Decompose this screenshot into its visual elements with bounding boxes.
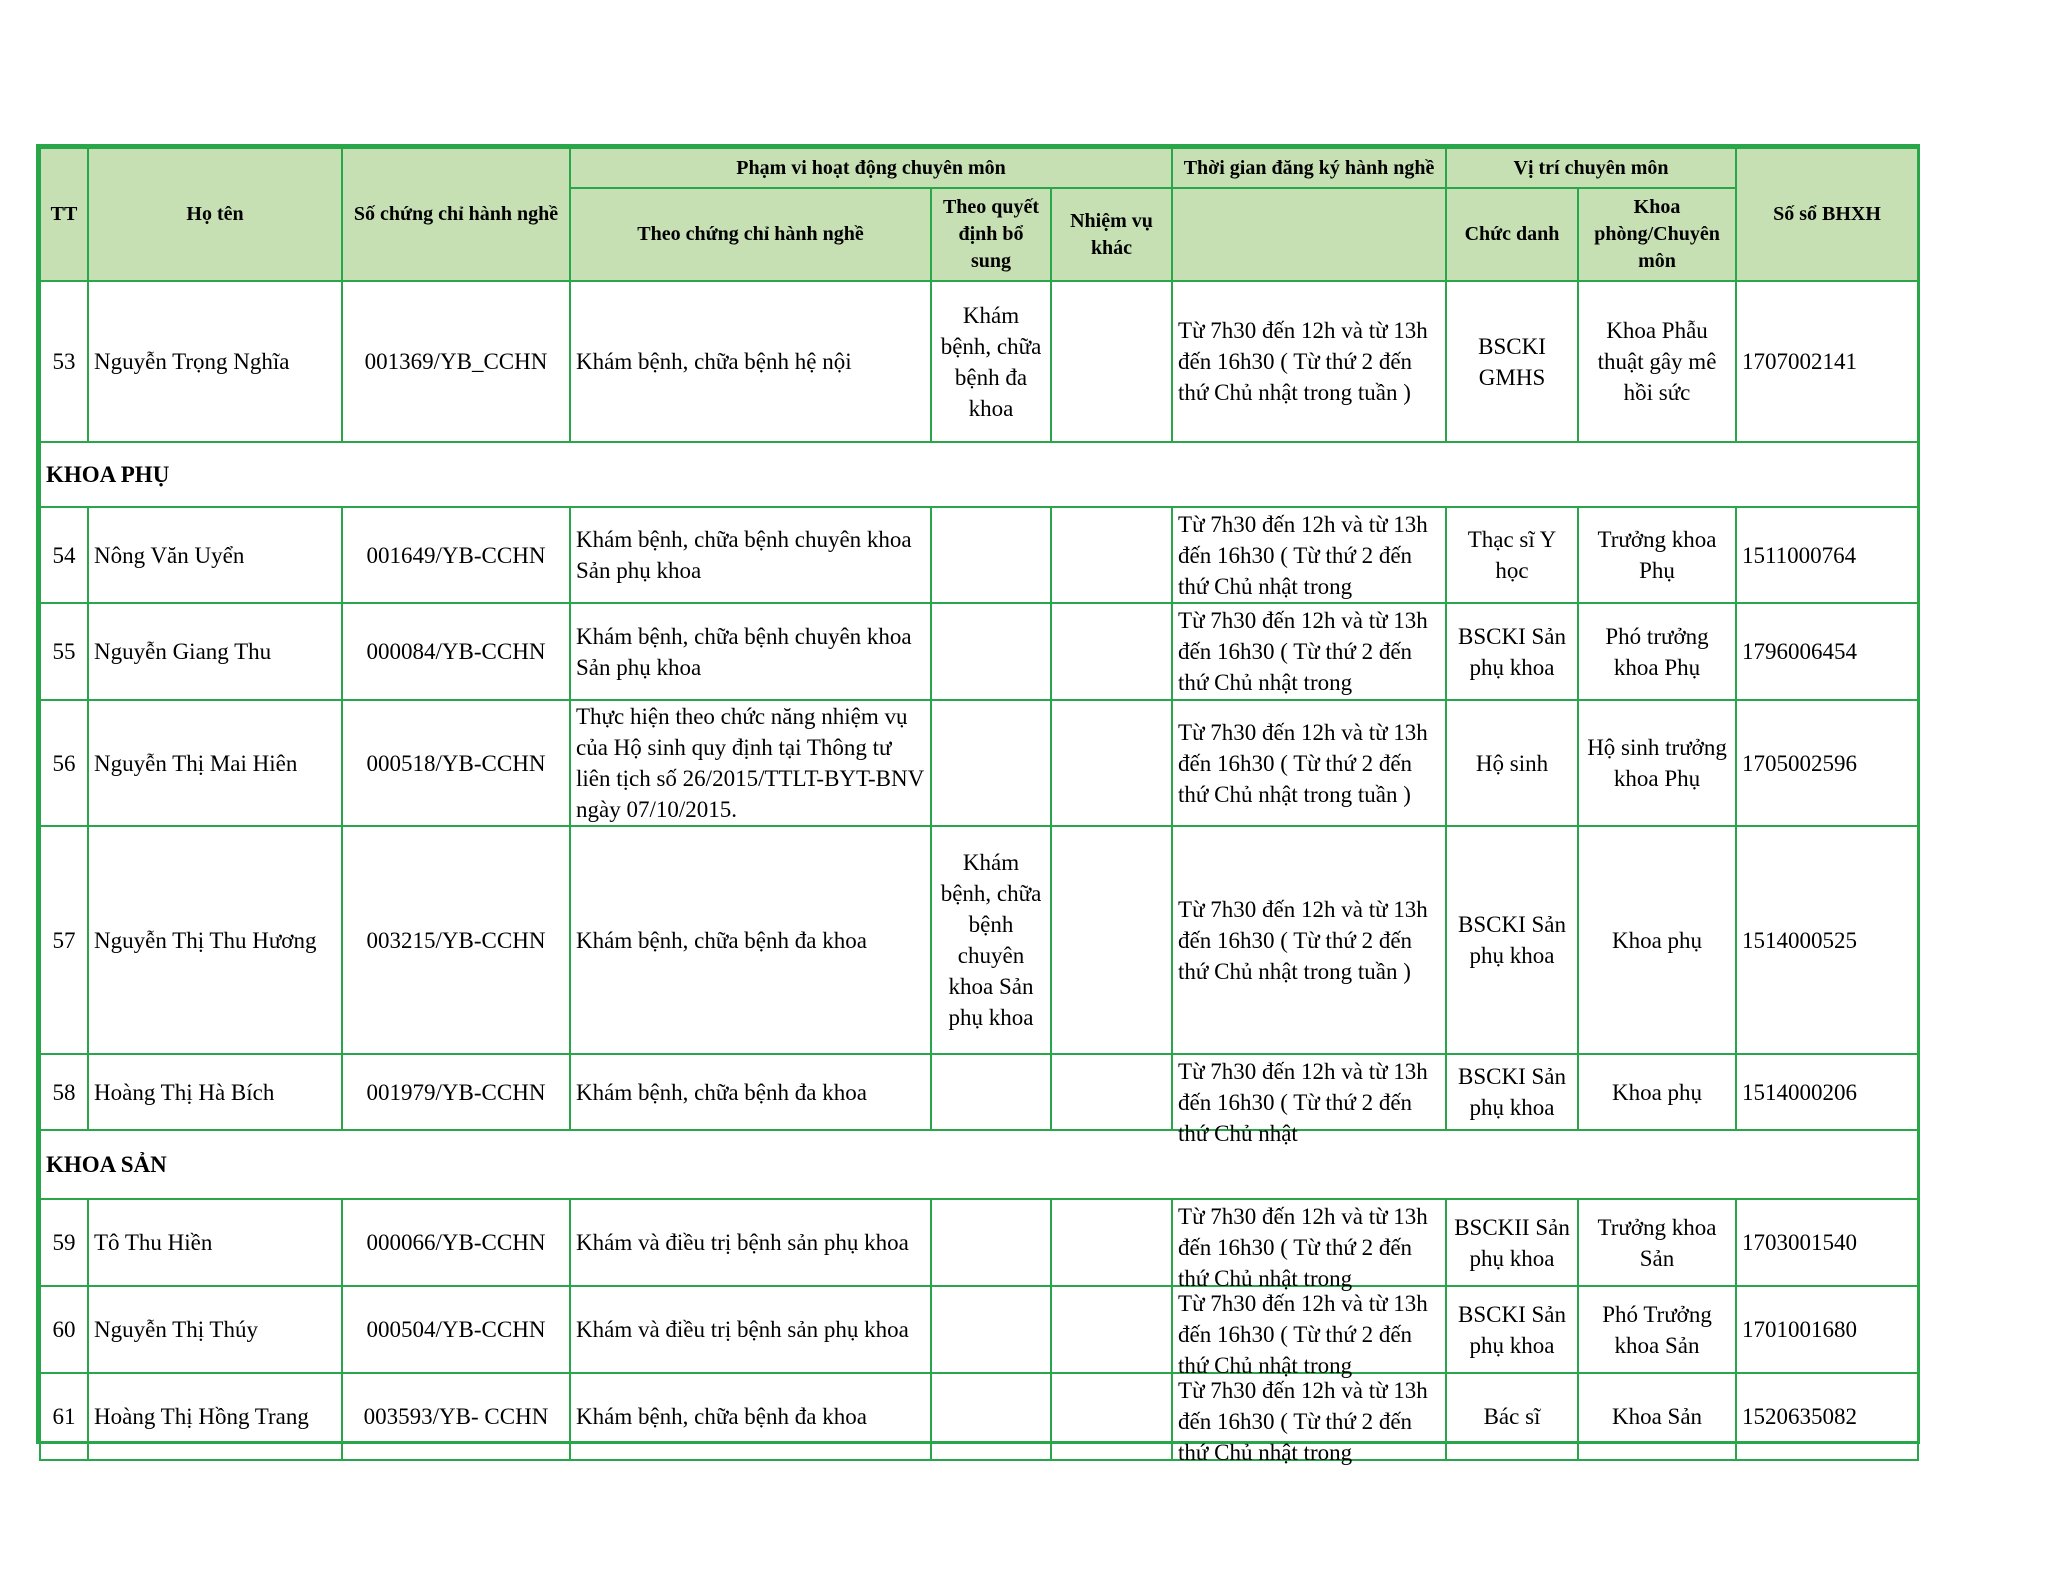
cell-decision [931, 1286, 1051, 1373]
cell-other [1051, 1286, 1172, 1373]
header-scope-decision: Theo quyết định bổ sung [931, 188, 1051, 281]
cell-tt: 57 [40, 826, 88, 1054]
cell-other [1051, 281, 1172, 442]
cell-name: Hoàng Thị Hồng Trang [88, 1373, 342, 1460]
cell-cchn: 001369/YB_CCHN [342, 281, 570, 442]
cell-bhxh: 1701001680 [1736, 1286, 1918, 1373]
cell-time: Từ 7h30 đến 12h và từ 13h đến 16h30 ( Từ thứ 2 đến thứ Chủ nhật trong [1178, 511, 1428, 599]
cell-time: Từ 7h30 đến 12h và từ 13h đến 16h30 ( Từ thứ 2 đến thứ Chủ nhật trong tuần ) [1172, 281, 1446, 442]
header-scope-group: Phạm vi hoạt động chuyên môn [570, 148, 1172, 188]
cell-department: Phó Trưởng khoa Sản [1578, 1286, 1736, 1373]
cell-scope: Khám bệnh, chữa bệnh chuyên khoa Sản phụ khoa [570, 507, 931, 603]
cell-decision [931, 603, 1051, 700]
table-row [40, 507, 1918, 603]
table-row [40, 281, 1918, 442]
header-title: Chức danh [1446, 188, 1578, 281]
header-name: Họ tên [88, 148, 342, 281]
cell-bhxh: 1796006454 [1736, 603, 1918, 700]
cell-title: BSCKI Sản phụ khoa [1446, 826, 1578, 1054]
table-row [40, 1054, 1918, 1130]
cell-tt: 55 [40, 603, 88, 700]
section-title-khoa-phu: KHOA PHỤ [40, 442, 1918, 507]
header-time: Thời gian đăng ký hành nghề [1172, 148, 1446, 188]
cell-scope: Thực hiện theo chức năng nhiệm vụ của Hộ sinh quy định tại Thông tư liên tịch số 26/2015/TTLT-BYT-BNV ngày 07/10/2015. [576, 704, 924, 822]
cell-other [1051, 1373, 1172, 1460]
cell-cchn: 000066/YB-CCHN [342, 1199, 570, 1286]
cell-time: Từ 7h30 đến 12h và từ 13h đến 16h30 ( Từ thứ 2 đến thứ Chủ nhật trong [1178, 1377, 1428, 1465]
header-department: Khoa phòng/Chuyên môn [1578, 188, 1736, 281]
cell-title: BSCKII Sản phụ khoa [1454, 1214, 1570, 1271]
cell-department: Khoa Phẫu thuật gây mê hồi sức [1578, 281, 1736, 442]
cell-bhxh: 1707002141 [1736, 281, 1918, 442]
cell-other [1051, 700, 1172, 826]
header-bhxh: Số sổ BHXH [1736, 148, 1918, 281]
cell-title: BSCKI Sản phụ khoa [1446, 1286, 1578, 1373]
cell-other [1051, 1054, 1172, 1130]
cell-scope: Khám và điều trị bệnh sản phụ khoa [570, 1199, 931, 1286]
cell-cchn: 000518/YB-CCHN [342, 700, 570, 826]
cell-cchn: 001649/YB-CCHN [342, 507, 570, 603]
cell-department: Hộ sinh trưởng khoa Phụ [1578, 700, 1736, 826]
cell-title: Bác sĩ [1446, 1373, 1578, 1460]
cell-bhxh: 1520635082 [1736, 1373, 1918, 1460]
cell-department: Khoa Sản [1578, 1373, 1736, 1460]
cell-decision [931, 700, 1051, 826]
cell-department: Phó trưởng khoa Phụ [1578, 603, 1736, 700]
table-row [40, 700, 1918, 826]
table-row [40, 1199, 1918, 1286]
cell-bhxh: 1511000764 [1736, 507, 1918, 603]
cell-other [1051, 826, 1172, 1054]
cell-department: Khoa phụ [1578, 826, 1736, 1054]
practitioner-table [39, 147, 1919, 1465]
cell-name: Tô Thu Hiền [88, 1199, 342, 1286]
cell-other [1051, 1199, 1172, 1286]
cell-scope: Khám bệnh, chữa bệnh đa khoa [570, 826, 931, 1054]
cell-title: BSCKI GMHS [1446, 281, 1578, 442]
cell-decision: Khám bệnh, chữa bệnh đa khoa [931, 281, 1051, 442]
cell-tt: 59 [40, 1199, 88, 1286]
cell-other [1051, 603, 1172, 700]
cell-scope: Khám bệnh, chữa bệnh chuyên khoa Sản phụ khoa [570, 603, 931, 700]
cell-name: Nguyễn Giang Thu [88, 603, 342, 700]
cell-bhxh: 1703001540 [1736, 1199, 1918, 1286]
cell-decision [931, 1373, 1051, 1460]
cell-tt: 53 [40, 281, 88, 442]
cell-tt: 56 [40, 700, 88, 826]
cell-title: Hộ sinh [1446, 700, 1578, 826]
cell-cchn: 001979/YB-CCHN [342, 1054, 570, 1130]
cell-time: Từ 7h30 đến 12h và từ 13h đến 16h30 ( Từ thứ 2 đến thứ Chủ nhật trong [1178, 608, 1428, 695]
cell-name: Nguyễn Thị Thu Hương [88, 826, 342, 1054]
cell-scope: Khám bệnh, chữa bệnh hệ nội [570, 281, 931, 442]
cell-title: Thạc sĩ Y học [1446, 507, 1578, 603]
cell-time: Từ 7h30 đến 12h và từ 13h đến 16h30 ( Từ thứ 2 đến thứ Chủ nhật trong tuần ) [1178, 719, 1428, 807]
cell-name: Nguyễn Thị Mai Hiên [88, 700, 342, 826]
cell-department: Trưởng khoa Sản [1578, 1199, 1736, 1286]
cell-time: Từ 7h30 đến 12h và từ 13h đến 16h30 ( Từ thứ 2 đến thứ Chủ nhật trong [1178, 1290, 1428, 1378]
cell-bhxh: 1705002596 [1736, 700, 1918, 826]
cell-name: Hoàng Thị Hà Bích [88, 1054, 342, 1130]
cell-time: Từ 7h30 đến 12h và từ 13h đến 16h30 ( Từ thứ 2 đến thứ Chủ nhật trong tuần ) [1172, 826, 1446, 1054]
header-position-group: Vị trí chuyên môn [1446, 148, 1736, 188]
table-row [40, 1286, 1918, 1373]
cell-scope: Khám bệnh, chữa bệnh đa khoa [570, 1373, 931, 1460]
cell-decision [931, 1199, 1051, 1286]
cell-title: BSCKI Sản phụ khoa [1446, 1054, 1578, 1130]
header-scope-cchn: Theo chứng chỉ hành nghề [570, 188, 931, 281]
section-row [40, 442, 1918, 507]
cell-cchn: 000504/YB-CCHN [342, 1286, 570, 1373]
cell-title: BSCKI Sản phụ khoa [1446, 603, 1578, 700]
header-tt: TT [40, 148, 88, 281]
cell-other [1051, 507, 1172, 603]
section-title-khoa-san: KHOA SẢN [40, 1130, 1918, 1199]
cell-department: Khoa phụ [1578, 1054, 1736, 1130]
cell-name: Nguyễn Thị Thúy [88, 1286, 342, 1373]
cell-bhxh: 1514000525 [1736, 826, 1918, 1054]
cell-tt: 61 [40, 1373, 88, 1460]
cell-cchn: 003215/YB-CCHN [342, 826, 570, 1054]
cell-decision [931, 507, 1051, 603]
cell-name: Nông Văn Uyển [88, 507, 342, 603]
cell-decision: Khám bệnh, chữa bệnh chuyên khoa Sản phụ khoa [931, 826, 1051, 1054]
cell-cchn: 003593/YB- CCHN [342, 1373, 570, 1460]
cell-scope: Khám và điều trị bệnh sản phụ khoa [570, 1286, 931, 1373]
cell-department: Trưởng khoa Phụ [1578, 507, 1736, 603]
cell-time: Từ 7h30 đến 12h và từ 13h đến 16h30 ( Từ thứ 2 đến thứ Chủ nhật [1178, 1059, 1428, 1146]
header-other-duty: Nhiệm vụ khác [1051, 188, 1172, 281]
cell-decision [931, 1054, 1051, 1130]
table-row [40, 1373, 1918, 1460]
cell-tt: 58 [40, 1054, 88, 1130]
cell-cchn: 000084/YB-CCHN [342, 603, 570, 700]
section-row [40, 1130, 1918, 1199]
cell-tt: 54 [40, 507, 88, 603]
cell-time: Từ 7h30 đến 12h và từ 13h đến 16h30 ( Từ thứ 2 đến thứ Chủ nhật trong [1178, 1203, 1428, 1291]
header-time-blank [1172, 188, 1446, 281]
table-row [40, 826, 1918, 1054]
header-cchn: Số chứng chỉ hành nghề [342, 148, 570, 281]
table-row [40, 603, 1918, 700]
cell-name: Nguyễn Trọng Nghĩa [88, 281, 342, 442]
cell-scope: Khám bệnh, chữa bệnh đa khoa [570, 1054, 931, 1130]
cell-bhxh: 1514000206 [1736, 1054, 1918, 1130]
cell-tt: 60 [40, 1286, 88, 1373]
